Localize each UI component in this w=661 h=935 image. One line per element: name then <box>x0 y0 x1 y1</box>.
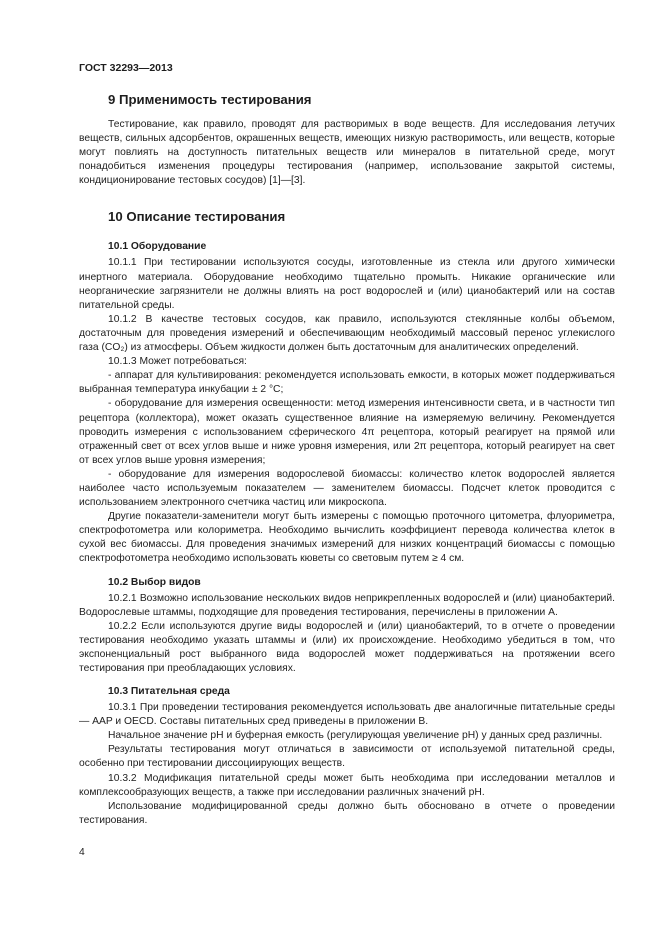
section-9-text: Тестирование, как правило, проводят для растворимых в воде веществ. Для исследования летучих веществ, сильных адсорбентов, окрашенных веществ, имеющих низкую растворимость, или веществ, которые могут повлиять на доступность питательных веществ или минералов в питательной среде, могут понадобиться изменения процедуры тестирования (например, использование закрытой системы, кондиционирование тестовых сосудов) [1]—[3]. <box>79 119 615 187</box>
paragraph-surrogate-measures: Другие показатели-заменители могут быть измерены с помощью проточного цитометра, флуориметра, спектрофотометра или колориметра. Необходимо вычислить коэффициент перевода количества клеток в сухой вес биомассы. Для проведения значимых измерений для низких концентраций биомассы с помощью спектрофотометра необходимо использовать кюветы со световым путем ≥ 4 см. <box>79 511 615 565</box>
paragraph-10-1-3: 10.1.3 Может потребоваться: <box>108 356 247 368</box>
document-header: ГОСТ 32293—2013 <box>79 62 173 74</box>
paragraph-10-1-2: 10.1.2 В качестве тестовых сосудов, как правило, используются стеклянные колбы объемом, достаточным для проведения измерений и обеспечивающим необходимый массовый перенос углекислого газа (CO₂) из атмосферы. Объем жидкости должен быть достаточным для аналитических определений. <box>79 313 615 354</box>
subsection-10-2-title: 10.2 Выбор видов <box>108 576 201 588</box>
paragraph-ph-buffer: Начальное значение pH и буферная емкость (регулирующая увеличение pH) у данных сред различны. <box>108 730 603 742</box>
paragraph-results-vary: Результаты тестирования могут отличаться в зависимости от используемой питательной среды, особенно при тестировании диссоциирующих веществ. <box>79 744 615 770</box>
paragraph-10-2-1: 10.2.1 Возможно использование нескольких видов неприкрепленных водорослей и (или) цианобактерий. Водорослевые штаммы, подходящие для проведения тестирования, перечислены в приложении А. <box>79 592 615 618</box>
subsection-10-3-title: 10.3 Питательная среда <box>108 686 230 698</box>
section-10-title: 10 Описание тестирования <box>108 209 286 225</box>
page-number: 4 <box>79 847 85 858</box>
paragraph-10-2-2: 10.2.2 Если используются другие виды водорослей и (или) цианобактерий, то в отчете о проведении тестирования необходимо указать штаммы и (или) их происхождение. Необходимо убедиться в том, что экспоненциальный рост выбранного вида водорослей может поддерживаться на протяжении всего тестирования при преобладающих условиях. <box>79 620 615 674</box>
list-item-light-measurement: - оборудование для измерения освещенности: метод измерения интенсивности света, и в частности тип рецептора (коллектора), может оказать существенное влияние на измеряемую величину. Рекомендуется проводить измерения с использованием сферического 4π рецептора, который реагирует на прямой или отраженный свет от всех углов выше и ниже уровня измерения, или 2π рецептора, который реагирует на свет от всех углов выше уровня измерения; <box>79 398 615 466</box>
subsection-10-1-title: 10.1 Оборудование <box>108 241 207 253</box>
paragraph-10-3-2: 10.3.2 Модификация питательной среды может быть необходима при исследовании металлов и комплексообразующих веществ, а также при исследовании различных значений pH. <box>79 772 615 798</box>
list-item-culture-apparatus: - аппарат для культивирования: рекомендуется использовать емкости, в которых может поддерживаться выбранная температура инкубации ± 2 °C; <box>79 370 615 396</box>
paragraph-10-1-1: 10.1.1 При тестировании используются сосуды, изготовленные из стекла или другого химически инертного материала. Оборудование необходимо тщательно промыть. Никакие органические или неорганические загрязнители не должны влиять на рост водорослей и (или) цианобактерий или на состав питательной среды. <box>79 257 615 311</box>
paragraph-10-3-1: 10.3.1 При проведении тестирования рекомендуется использовать две аналогичные питательные среды — AAP и OECD. Составы питательных сред приведены в приложении В. <box>79 702 615 728</box>
page-body <box>79 88 615 828</box>
paragraph-modified-medium: Использование модифицированной среды должно быть обосновано в отчете о проведении тестирования. <box>79 800 615 826</box>
list-item-biomass-measurement: - оборудование для измерения водорослевой биомассы: количество клеток водорослей является наиболее часто используемым показателем — заменителем биомассы. Подсчет клеток проводится с использованием электронного счетчика частиц или микроскопа. <box>79 468 615 509</box>
section-9-title: 9 Применимость тестирования <box>108 92 312 107</box>
